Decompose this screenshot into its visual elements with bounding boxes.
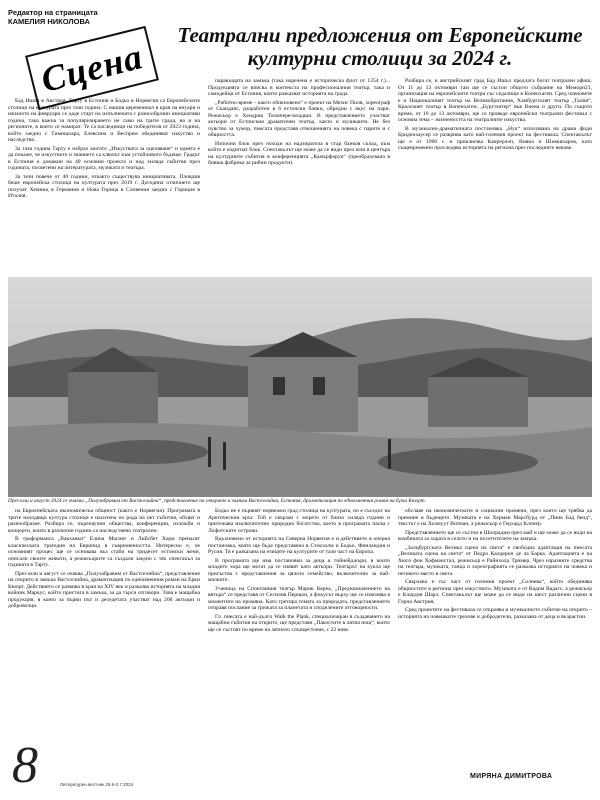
- article-column-3: [398, 78, 592, 273]
- paragraph: В програмата ще има постановки за деца и тийнейджъри, в които младите хора ще могат да се изявят като актьори. Театърът на кукла ще присъства с представления за цялото семейство, включително за най-малките.: [208, 557, 390, 583]
- article-column-5: [208, 508, 390, 788]
- paragraph: Бад Ишъл в Австрия, Тарту в Естония и Бодьо в Норвегия са Европейските столици на културата през тази година. С нашия церемониал в края на януари и началото на февруари се даде старт на изпълнената с разнообразни инициативи година, така важна за популяризирането не само на трите града, но и на регионите, в които се намират. Те са наследници на победителя от 2023 година, който заедно с Тимишоара, Елевсина и Веспрем обединяват изкуство и наследство.: [8, 98, 200, 143]
- paragraph: В музикално-драматичната постановка „Нук“ използвана на драма фиди Бриденхаусер се разкрива като най-големия проект на фестивала. Спектакълът ще е от 1900 г. и приключва Капрерлоп, Вивиа и Шимшоаров, като същевременно проследява историята на региона през последните векове.: [398, 125, 592, 151]
- photo-caption: През юли и август 2024 се очаква „Полузабравим от Вастселийна“, представление на открито в замъка Вастселийна, Естония, драматизация по едноименния роман на Ерки Кюорт.: [8, 498, 426, 504]
- paragraph: През юли и август се очаква „Полузабравим от Вастселийна“, представление на открито в замъка Вастселийна, драматизация по едноименния роман на Ерки Кюорт. Действието се развива в края на XIV век и разказва историята на младия войник Маркус, който пристига в замъка, за да търси отговори. Това е мащабна продукция, в която за първи път и деседетата участват над 200 актьори и доброволци.: [8, 570, 200, 609]
- castle-photo-illustration: [8, 277, 592, 497]
- article-column-4: [8, 508, 200, 752]
- castle-photo: [8, 277, 592, 497]
- paragraph: В траформанса „Вакханки“ Елина Масинг и Лийсбет Хорм пренасят класическата трагедия на Еврипид в съвременността. Интересно е, че основният процес ще се основава въз стаби на тридесет естонски жени, описали своите животи, а режисьорите са създали заедно с тях спектакъл за годината в Тарту.: [8, 536, 200, 568]
- article-column-6: [398, 508, 592, 770]
- editor-label: Редактор на страницата: [8, 8, 98, 17]
- section-logo-text: Сцена: [37, 36, 147, 100]
- paragraph: Бодьо не е първият норвежки град столица на културата, но е съседът на Арктическия кръг. Той е свързан с морето от близо хиляда години и притежава изключително природно богатство, което в програмата пасва с Лофотските острови.: [208, 508, 390, 534]
- paragraph: „Залцбургската Велика сцена на света“ е свободна адаптация на пиесата „Великата сцена на света“ от Педро Калдерон де ла Барка. Адаптацията е на Хюго фон Хофманстал, режисьор е Райнхолд Тример. Чрез изразните средства на театъра, музиката, танца и хореографията се разказва историята на човека и неговото място в света.: [398, 544, 592, 577]
- paragraph: Ученица на Спонтанния театър Марик Кереа, „Предназначението на вятъра“ се представя от Сесилия Перщон, а фокусът върху ще се изяснява в моментите на промяна. Като третира темата за природата, представлението отправя послание за грижата за планетата и споделените отговорности.: [208, 585, 390, 611]
- paragraph: паракъщата на замъка (така наречена е историческа флот от 1354 г.)... Продукцията се вписва в контекста на професионалния театър, така и самодейци от Естония, които разказват историята на града.: [208, 78, 390, 97]
- paragraph: „Работно време – както обикновено“ е проект на Мехис Пилв, хореограф от Сканданс, разработен в 6 естонски банки, обредни с вкус на пари. Режисьор е Хендрик Тоомпере-младши. В представлението участват актьори от Естонския драматичен театър, както и музиканти. Не без чувство за хумор, пиесата представя отношенията на човека с парите и с общността.: [208, 99, 390, 138]
- paragraph: на Евроепейската икономическа общност (както е Норвегия). Програмата в трите находящи култура столици е наситена по рода на пет събития, обхват и разнообразие. Разбира се, пъренаучни общества, конференции, изложби и концерти, които в различни години са наследствено театрални.: [8, 508, 200, 534]
- paragraph: За тези повече от 40 години, откакто съществува инициативата, Пловдив беше европейска столица на културата през 2019 г. Догодина отличието ще получат Хемниц в Германия и Нова Горица в Словения заедно с Гориция в Италия.: [8, 173, 200, 199]
- paragraph: Сред проектите на фестивала се откроява и музикалното събитие на открито – историята на човешките грехове и добродетели, разказана от деца и възрастни.: [398, 607, 592, 620]
- paragraph: Представлението ще се състои в Шопрадим през май и ще може да се види на комбината за хората в селото и на посетителите на замъка.: [398, 529, 592, 542]
- paragraph: Свързана е със част от големия проект „Солнева“, който обединява общностите в региона чрез изкуството. Музиката е от Вадим Вадагс, а режисьор е Клаудия Шарл. Спектакълът ще може да се види на шест различни сцени в Горна Австрия.: [398, 579, 592, 605]
- article-column-2: [208, 78, 390, 273]
- article-title: Театрални предложения от Европейските културни столици за 2024 г.: [177, 23, 583, 70]
- paragraph: За тази година Тарту е избрал мотото „Изкуствата за оцеляване“ и идеята е да покаже, че изкуството и знанието са ключът към устойчивото бъдеще. Градът в Естония е домакин на 40 основни проекта и над хиляда събития през годината, посветени на литературата, музиката и театъра.: [8, 145, 200, 171]
- article-column-1: [8, 98, 200, 276]
- paragraph: Изпочни блок през походи на надзиратела в стар банков склад, към който е издигнат блок. Спектакълът ще може да се види през юли в центъра на културните събития в конференцията „Камърфорук“ (преобразувана в бивша фабрика за рибни продукти).: [208, 140, 390, 166]
- publication-footer: Литературен вестник 28.6-2.7.2024: [60, 782, 134, 787]
- page-number: 8: [12, 737, 38, 794]
- paragraph: Гл. пиесата е най-дълго Walk the Plank, специализиран в създаването на мащабни събития на открито, ще представи „Пакостите в лятна нощ“, които ще се състоят по време на лятното слънцестоене, с 22 юни.: [208, 613, 390, 633]
- paragraph: Вдъхновено от историята на Северна Норвегия е и действието в оперна постановка, която ще бъде представена в Стокхолм и Бодьо, Финландия и Русия. Тя е разказана на езиците на културите от тази част на Европа.: [208, 536, 390, 555]
- paragraph: Разбира се, и австрийският град Бад Ишъл предлага богат театрален афиш. От 11 до 13 октомври там ще се състои общото събрание на Мемори21, организация на европейските театри със седалище в Копенхаген. Сред членовете е и Националният театър на Великобритания, Хамбургският театър „Талия“, Кралският театър в Копенхаген, „Бургтеатер“ във Виена и други. По същото време, от 10 до 13 октомври, ще се проведе европейски театрален фестивал с основна тема – жизнеността на театралните изкуства.: [398, 78, 592, 123]
- editor-name: КАМЕЛИЯ НИКОЛОВА: [8, 17, 90, 26]
- author-name: МИРЯНА ДИМИТРОВА: [470, 773, 553, 780]
- paragraph: обславе на икономическите и социални промени, през които ще трябва да премине в бъдещето. Музиката е на Херман Марсбурд от „Пинк Бад бенд“, текстът е на Холмуут Витман, а режисьор е Герхард Клопер.: [398, 508, 592, 527]
